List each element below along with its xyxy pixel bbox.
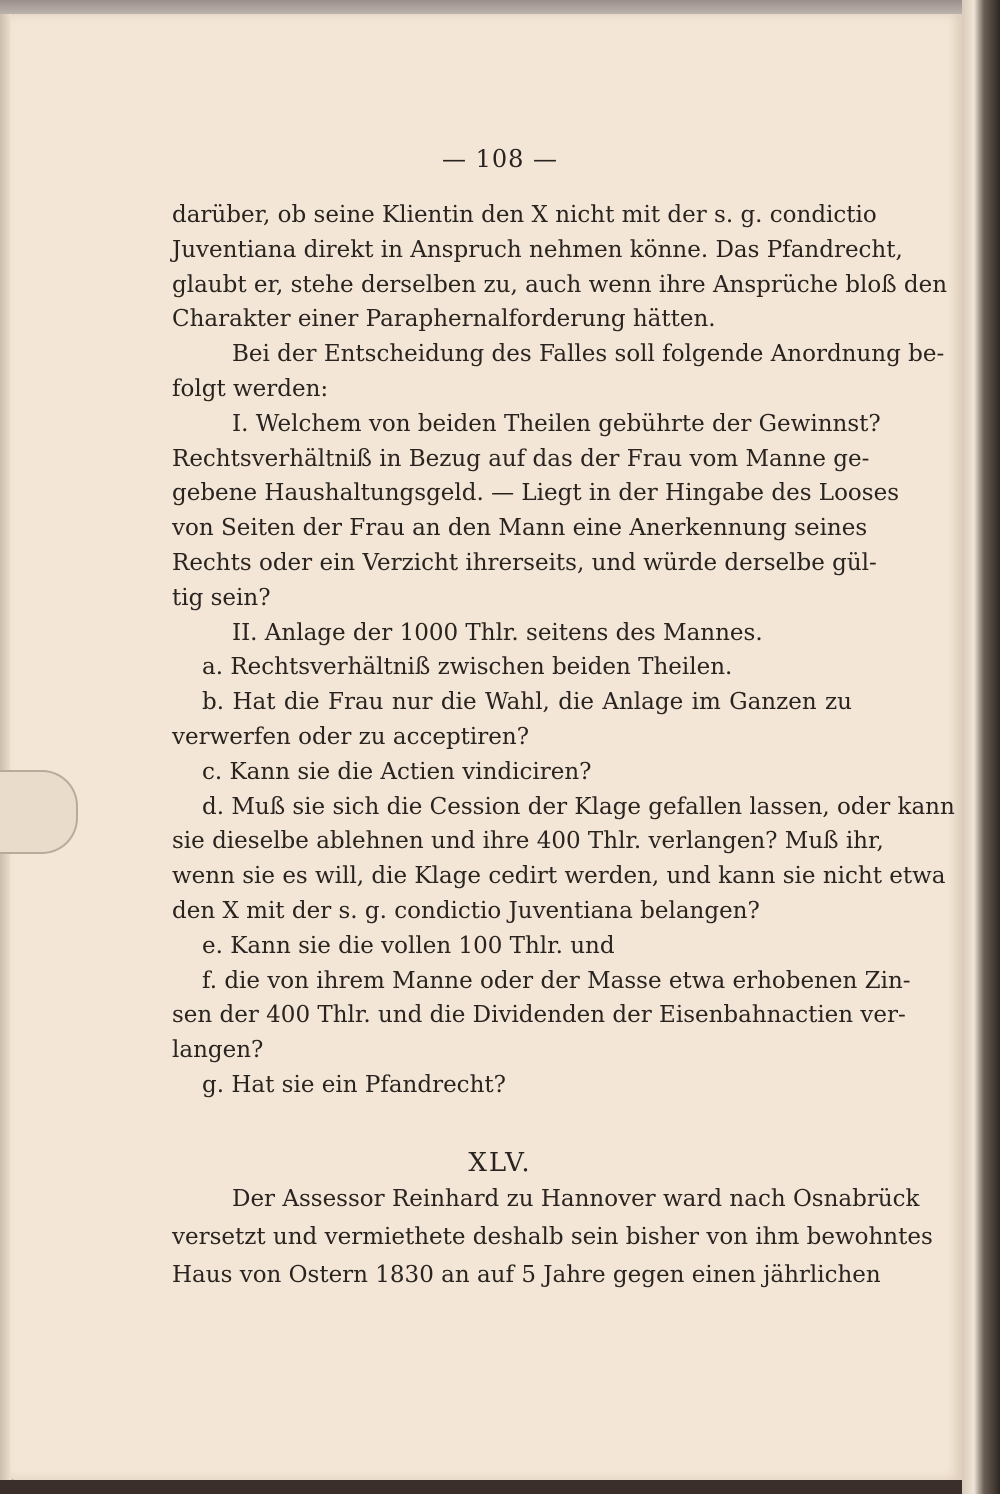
text-line: den X mit der s. g. condictio Juventiana belangen? [172, 898, 760, 924]
text-line: versetzt und vermiethete deshalb sein bisher von ihm bewohntes [172, 1224, 933, 1250]
text-line: Juventiana direkt in Anspruch nehmen könne. Das Pfandrecht, [172, 236, 903, 263]
text-line: b. Hat die Frau nur die Wahl, die Anlage im Ganzen zu [202, 689, 852, 716]
text-line: langen? [172, 1037, 264, 1064]
text-line: Bei der Entscheidung des Falles soll folgende Anordnung be- [232, 341, 945, 368]
text-line: tig sein? [172, 584, 271, 611]
text-line: Haus von Ostern 1830 an auf 5 Jahre gegen einen jährlichen [172, 1262, 881, 1288]
text-line: darüber, ob seine Klientin den X nicht mit der s. g. condictio [172, 202, 877, 228]
text-line: folgt werden: [172, 376, 329, 402]
section-heading: XLV. [468, 1148, 532, 1178]
text-line: d. Muß sie sich die Cession der Klage gefallen lassen, oder kann [202, 793, 955, 820]
text-line: Rechtsverhältniß in Bezug auf das der Frau vom Manne ge- [172, 445, 870, 472]
text-line: sie dieselbe ablehnen und ihre 400 Thlr. verlangen? Muß ihr, [172, 828, 884, 855]
text-line: verwerfen oder zu acceptiren? [172, 724, 530, 750]
text-line: Der Assessor Reinhard zu Hannover ward nach Osnabrück [232, 1186, 920, 1212]
text-line: sen der 400 Thlr. und die Dividenden der Eisenbahnactien ver- [172, 1002, 906, 1029]
text-line: c. Kann sie die Actien vindiciren? [202, 758, 592, 785]
text-line: I. Welchem von beiden Theilen gebührte der Gewinnst? [232, 410, 881, 437]
text-line: e. Kann sie die vollen 100 Thlr. und [202, 932, 615, 959]
text-line: f. die von ihrem Manne oder der Masse etwa erhobenen Zin- [202, 967, 911, 994]
text-line: a. Rechtsverhältniß zwischen beiden Theilen. [202, 654, 733, 681]
text-line: von Seiten der Frau an den Mann eine Anerkennung seines [172, 515, 868, 542]
page-edge [962, 0, 1000, 1494]
text-line: g. Hat sie ein Pfandrecht? [202, 1072, 506, 1098]
text-line: gebene Haushaltungsgeld. — Liegt in der Hingabe des Looses [172, 480, 899, 507]
page-tab [0, 770, 78, 854]
page-number: — 108 — [441, 145, 559, 173]
text-line: II. Anlage der 1000 Thlr. seitens des Mannes. [232, 619, 763, 646]
text-line: glaubt er, stehe derselben zu, auch wenn ihre Ansprüche bloß den [172, 271, 948, 298]
text-line: Charakter einer Paraphernalforderung hätten. [172, 306, 716, 333]
text-line: wenn sie es will, die Klage cedirt werden, und kann sie nicht etwa [172, 863, 946, 890]
text-line: Rechts oder ein Verzicht ihrerseits, und würde derselbe gül- [172, 550, 877, 576]
